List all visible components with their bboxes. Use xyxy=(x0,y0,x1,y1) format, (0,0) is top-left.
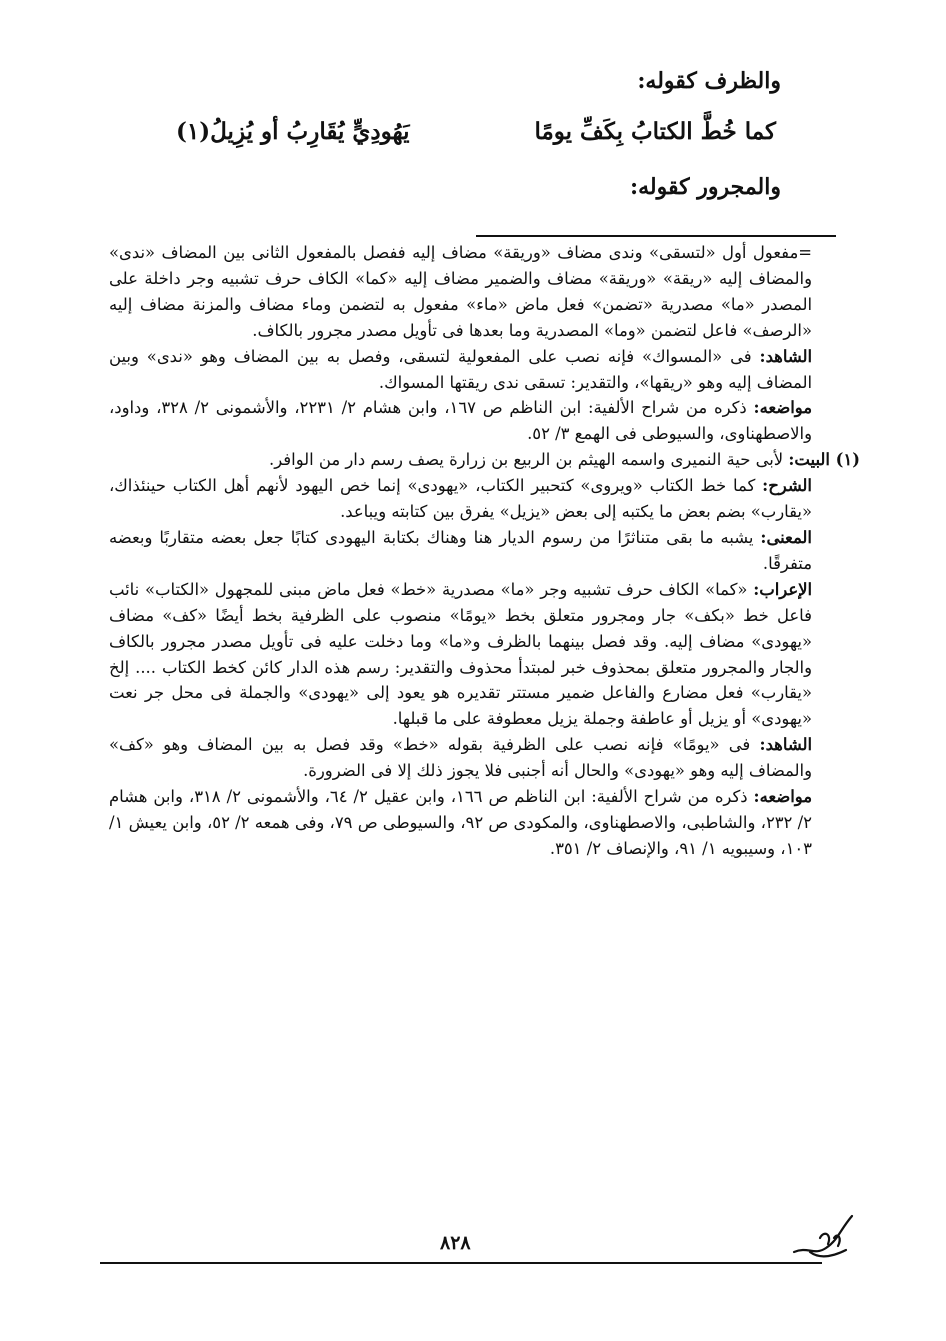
note-paragraph xyxy=(109,447,860,473)
verse-second-hemistich: يَهُودِيٍّ يُقَارِبُ أو يُزِيلُ(١) xyxy=(176,118,410,145)
note-text: يشبه ما بقى متناثرًا من رسوم الديار هنا وهناك بكتابة اليهودى كتابًا جعل بعضه متقاربًا وبعضه متفرقًا. xyxy=(109,527,812,573)
note-text: فى «يومًا» فإنه نصب على الظرفية بقوله «خط» وقد فصل به بين المضاف وهو «كف» والمضاف إليه وهو «يهودى» والحال أنه أجنبى فلا يجوز ذلك إلا فى الضرورة. xyxy=(109,735,812,781)
note-text: ذكره من شراح الألفية: ابن الناظم ص ١٦٦، وابن عقيل ٢/ ٦٤، والأشمونى ٢/ ٣١٨، وابن هشام ٢/ ٢٣٢، والشاطبى، والاصطهناوى، والمكودى ص ٩٢، والسيوطى ص ٧٩، وفى همعه ٢/ ٥٢، وابن يعيش ١/ ١٠٣، وسيبويه ١/ ٩١، والإنصاف ٢/ ٣٥١. xyxy=(109,787,812,858)
note-label: المعنى: xyxy=(760,527,812,547)
note-text: لأبى حية النميرى واسمه الهيثم بن الربيع بن زرارة يصف رسم دار من الوافر. xyxy=(269,450,784,470)
page-number: ٨٢٨ xyxy=(440,1232,471,1254)
note-paragraph xyxy=(109,395,836,447)
note-paragraph xyxy=(109,784,836,862)
footnotes xyxy=(109,240,860,862)
verse-first-hemistich: كما خُطَّ الكتابُ بِكَفِّ يومًا xyxy=(534,118,776,145)
note-text: فى «المسواك» فإنه نصب على المفعولية لتسقى، وفصل به بين المضاف وهو «ندى» وبين المضاف إليه وهو «ريقها»، والتقدير: تسقى ندى ريقتها المسواك. xyxy=(109,346,812,392)
page-bottom-rule xyxy=(100,1262,822,1264)
note-label: الشاهد: xyxy=(759,346,812,366)
note-paragraph xyxy=(109,344,836,396)
note-label: الشاهد: xyxy=(759,735,812,755)
note-paragraph xyxy=(109,473,836,525)
note-paragraph xyxy=(109,732,836,784)
footnote-separator xyxy=(476,235,836,237)
poetry-verse xyxy=(176,116,776,148)
note-text: «كما» الكاف حرف تشبيه وجر «ما» مصدرية «خط» فعل ماض مبنى للمجهول «الكتاب» نائب فاعل خط «بكف» جار ومجرور متعلق بخط «يومًا» منصوب على الظرفية بخط أيضًا «كف» مضاف «يهودى» مضاف إليه. وقد فصل بينهما بالظرف و«ما» وما دخلت عليه فى تأويل مصدر مجرور بالكاف والجار والمجرور متعلق بمحذوف خبر لمبتدأ محذوف والتقدير: رسم هذه الدار كائن كخط الكتاب .... إلخ «يقارب» فعل مضارع والفاعل ضمير مستتر تقديره هو يعود إلى «يهودى» والجملة فى محل جر نعت «يهودى» أو يزيل أو عاطفة وجملة يزيل معطوفة على ما قبلها. xyxy=(109,579,812,729)
note-label: الشرح: xyxy=(762,476,812,496)
note-paragraph xyxy=(109,240,836,344)
note-label: مواضعه: xyxy=(753,787,813,807)
note-text: =مفعول أول «لتسقى» وندى مضاف «وريقة» مضاف إليه ففصل بالمفعول الثانى بين المضاف «ندى» والمضاف إليه «ريقة» «وريقة» مضاف والضمير مضاف إليه «كما» الكاف حرف تشبيه وجر داخلة على المصدر «ما» مصدرية «تضمن» فعل ماض «ماء» مفعول به لتضمن وماء مضاف والمزنة مضاف إليه «الرصف» فاعل لتضمن «وما» المصدرية وما بعدها فى تأويل مصدر مجرور بالكاف. xyxy=(109,243,812,340)
note-label: مواضعه: xyxy=(753,398,813,418)
note-text: كما خط الكتاب «ويروى» كتحبير الكتاب، «يهودى» إنما خص اليهود لأنهم أهل الكتاب حينئذاك، «يقارب» بضم بعض ما يكتبه إلى بعض «يزيل» يفرق بين كتابته ويباعد. xyxy=(109,476,812,522)
note-paragraph xyxy=(109,577,836,732)
ink-scribble-icon xyxy=(790,1208,860,1264)
heading-adverb-example: والظرف كقوله: xyxy=(637,68,781,94)
note-label: (١) البيت: xyxy=(788,450,860,470)
note-text: ذكره من شراح الألفية: ابن الناظم ص ١٦٧، وابن هشام ٢/ ٢٢٣١، والأشمونى ٢/ ٣٢٨، وداود، والاصطهناوى، والسيوطى فى الهمع ٣/ ٥٢. xyxy=(109,398,812,444)
heading-genitive-example: والمجرور كقوله: xyxy=(630,174,781,200)
note-paragraph xyxy=(109,525,836,577)
note-label: الإعراب: xyxy=(753,579,812,599)
